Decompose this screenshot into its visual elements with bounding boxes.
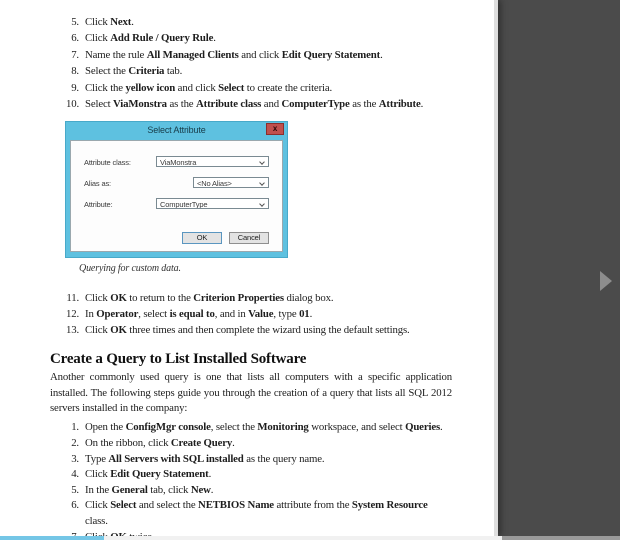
figure-dialog-screenshot bbox=[65, 121, 452, 274]
dialog-field-label: Alias as: bbox=[84, 179, 111, 189]
step-number: 9. bbox=[71, 81, 79, 94]
step-item bbox=[50, 452, 452, 468]
horizontal-scrollbar[interactable] bbox=[0, 536, 620, 540]
dialog-field-row bbox=[84, 177, 269, 189]
step-text: Click the yellow icon and click Select to create the criteria. bbox=[85, 81, 333, 94]
scrollbar-track-dark bbox=[502, 536, 620, 540]
step-number: 6. bbox=[71, 32, 79, 45]
numbered-steps-bottom bbox=[50, 420, 452, 540]
step-text: In Operator, select is equal to, and in Value, type 01. bbox=[85, 308, 313, 321]
step-item bbox=[50, 63, 452, 79]
numbered-steps-top bbox=[50, 14, 452, 112]
step-text: Select ViaMonstra as the Attribute class and ComputerType as the Attribute. bbox=[85, 98, 424, 111]
numbered-steps-mid bbox=[50, 291, 452, 338]
next-page-arrow-icon[interactable] bbox=[600, 271, 612, 291]
step-text: Click Edit Query Statement. bbox=[85, 468, 212, 481]
chevron-down-icon bbox=[259, 202, 265, 208]
dialog-field-dropdown bbox=[156, 156, 269, 167]
step-text: Open the ConfigMgr console, select the Monitoring workspace, and select Queries. bbox=[85, 421, 443, 434]
step-text: Select the Criteria tab. bbox=[85, 65, 183, 78]
select-attribute-dialog bbox=[65, 121, 288, 258]
step-number: 8. bbox=[71, 65, 79, 78]
section-paragraph: Another commonly used query is one that lists all computers with a specific application installed. The following steps guide you through the creation of a query that lists all SQL 2012 servers installed in the company: bbox=[50, 371, 452, 415]
step-text: Click Next. bbox=[85, 16, 134, 28]
step-number: 13. bbox=[65, 323, 79, 336]
scrollbar-thumb[interactable] bbox=[0, 536, 104, 540]
step-item bbox=[50, 30, 452, 46]
step-item bbox=[50, 498, 452, 529]
step-text: Click Add Rule / Query Rule. bbox=[85, 32, 216, 45]
figure-caption: Querying for custom data. bbox=[79, 263, 181, 275]
close-icon: x bbox=[266, 123, 284, 135]
step-text: Click OK to return to the Criterion Properties dialog box. bbox=[85, 292, 334, 305]
dialog-body bbox=[70, 140, 283, 252]
step-text: In the General tab, click New. bbox=[85, 483, 214, 496]
dropdown-value: ViaMonstra bbox=[160, 158, 197, 168]
step-item bbox=[50, 436, 452, 452]
dialog-field-row bbox=[84, 198, 269, 210]
step-text: Click OK three times and then complete the wizard using the default settings. bbox=[85, 323, 410, 336]
step-number: 6. bbox=[71, 499, 79, 512]
step-number: 5. bbox=[71, 16, 79, 28]
step-item bbox=[50, 483, 452, 499]
step-item bbox=[50, 323, 452, 339]
dialog-field-dropdown bbox=[193, 177, 269, 188]
step-item bbox=[50, 307, 452, 323]
step-item bbox=[50, 14, 452, 30]
dropdown-value: <No Alias> bbox=[197, 179, 232, 189]
step-item bbox=[50, 80, 452, 96]
dialog-field-label: Attribute class: bbox=[84, 158, 131, 168]
step-number: 7. bbox=[71, 48, 79, 61]
step-number: 11. bbox=[66, 292, 79, 305]
step-text: Name the rule All Managed Clients and click Edit Query Statement. bbox=[85, 48, 383, 61]
dialog-buttons bbox=[182, 232, 269, 244]
step-item bbox=[50, 291, 452, 307]
dialog-field-dropdown bbox=[156, 198, 269, 209]
ok-button: OK bbox=[182, 232, 222, 244]
step-number: 4. bbox=[71, 468, 79, 481]
section-heading: Create a Query to List Installed Software bbox=[50, 351, 307, 368]
dialog-field-label: Attribute: bbox=[84, 200, 113, 210]
dropdown-value: ComputerType bbox=[160, 200, 208, 210]
step-number: 10. bbox=[65, 98, 79, 111]
dialog-titlebar bbox=[66, 122, 287, 140]
step-item bbox=[50, 96, 452, 112]
step-item bbox=[50, 467, 452, 483]
dialog-field-row bbox=[84, 156, 269, 168]
step-number: 5. bbox=[71, 483, 79, 496]
step-text: Type All Servers with SQL installed as the query name. bbox=[85, 452, 325, 465]
step-item bbox=[50, 420, 452, 436]
chevron-down-icon bbox=[259, 160, 265, 166]
step-number: 3. bbox=[71, 452, 79, 465]
step-number: 1. bbox=[71, 421, 79, 434]
cancel-button: Cancel bbox=[229, 232, 269, 244]
step-number: 2. bbox=[71, 437, 79, 450]
step-item bbox=[50, 47, 452, 63]
step-text: Click Select and select the NETBIOS Name attribute from the System Resource class. bbox=[85, 499, 428, 527]
step-text: On the ribbon, click Create Query. bbox=[85, 437, 235, 450]
step-number: 12. bbox=[65, 308, 79, 321]
chevron-down-icon bbox=[259, 181, 265, 187]
dialog-title: Select Attribute bbox=[147, 125, 206, 136]
